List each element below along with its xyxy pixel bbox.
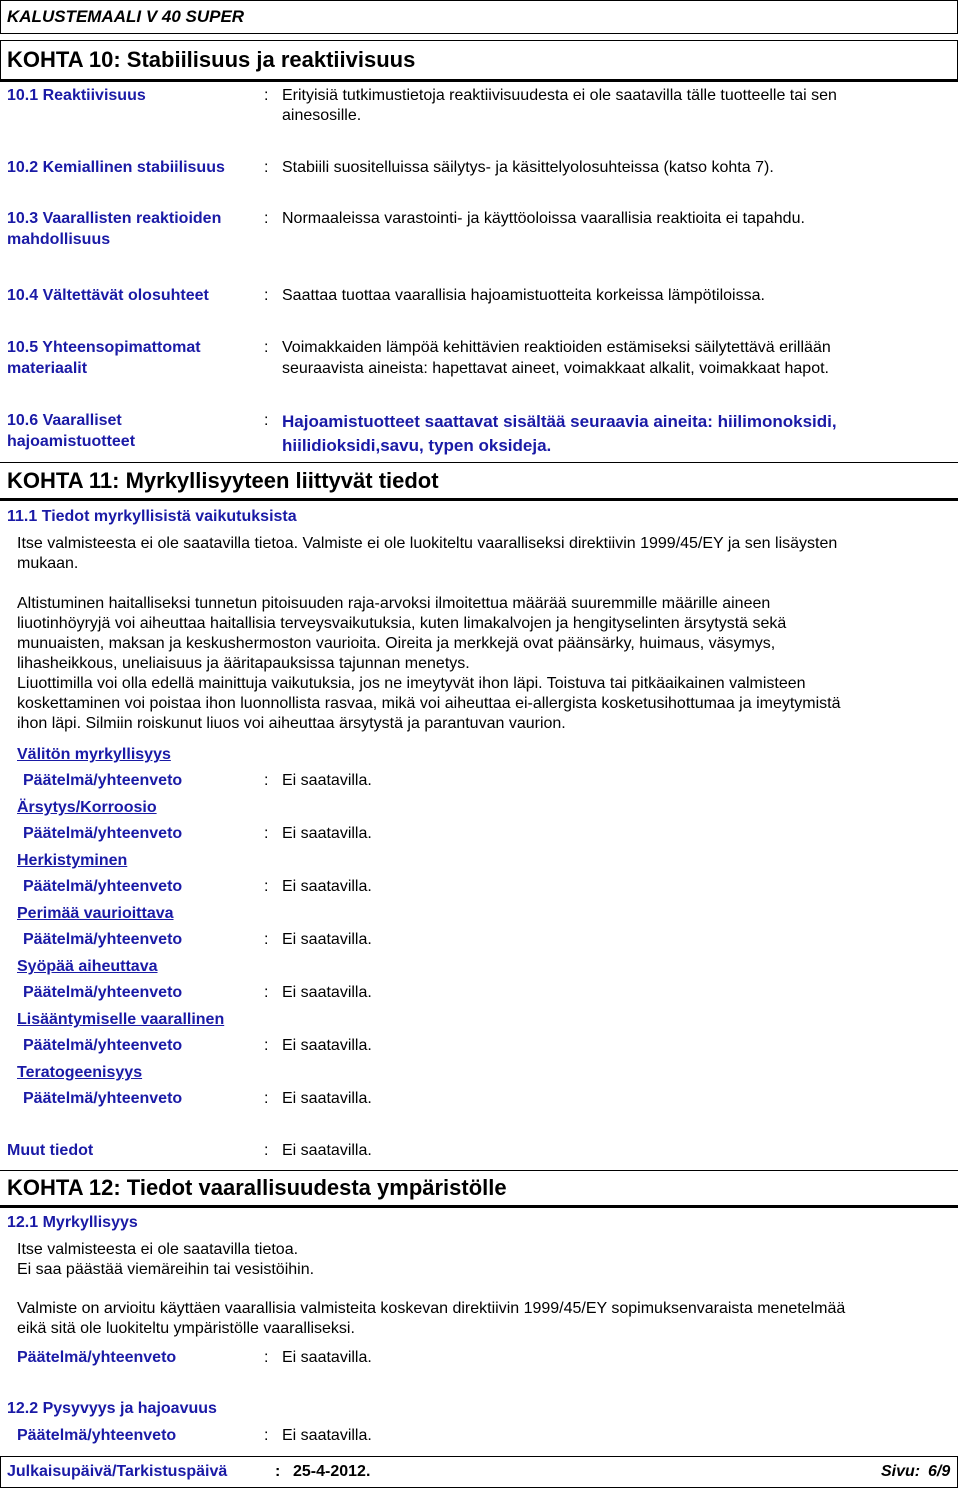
hazard-heading-reproductive-toxicity: Lisääntymiselle vaarallinen <box>17 1011 225 1028</box>
footer-page-label: Sivu: <box>881 1463 921 1480</box>
hazard-conclusion-label: Päätelmä/yhteenveto <box>23 931 183 948</box>
document-header <box>0 0 958 34</box>
hazard-conclusion-label: Päätelmä/yhteenveto <box>23 984 183 1001</box>
hazard-colon: : <box>264 984 269 1001</box>
section-12-paragraph-2-line1: Valmiste on arvioitu käyttäen vaarallisia valmisteita koskevan direktiivin 1999/45/EY sopimuksenvaraista menetelmää <box>17 1300 846 1317</box>
item-10-5-label-line2: materiaalit <box>7 360 88 377</box>
item-10-2-value: Stabiili suositelluissa säilytys- ja käsittelyolosuhteissa (katso kohta 7). <box>282 159 774 176</box>
section-12-1-heading: 12.1 Myrkyllisyys <box>7 1214 138 1231</box>
section-12-paragraph-1-line1: Itse valmisteesta ei ole saatavilla tietoa. <box>17 1241 299 1258</box>
section-12-paragraph-2-line2: eikä sitä ole luokiteltu ympäristölle vaaralliseksi. <box>17 1320 355 1337</box>
item-10-6-value-line1: Hajoamistuotteet saattavat sisältää seuraavia aineita: hiilimonoksidi, <box>282 412 837 431</box>
hazard-heading-teratogenicity: Teratogeenisyys <box>17 1064 143 1081</box>
hazard-colon: : <box>264 931 269 948</box>
hazard-heading-acute-toxicity: Välitön myrkyllisyys <box>17 746 171 763</box>
item-10-5-colon: : <box>264 339 269 356</box>
item-10-3-value: Normaaleissa varastointi- ja käyttöoloissa vaarallisia reaktioita ei tapahdu. <box>282 210 805 227</box>
hazard-colon: : <box>264 772 269 789</box>
section-11-1-heading: 11.1 Tiedot myrkyllisistä vaikutuksista <box>7 508 297 525</box>
hazard-conclusion-label: Päätelmä/yhteenveto <box>23 825 183 842</box>
hazard-conclusion-label: Päätelmä/yhteenveto <box>23 1090 183 1107</box>
other-info-value: Ei saatavilla. <box>282 1142 372 1159</box>
hazard-value: Ei saatavilla. <box>282 931 372 948</box>
hazard-colon: : <box>264 878 269 895</box>
hazard-heading-carcinogenicity: Syöpää aiheuttava <box>17 958 158 975</box>
hazard-heading-irritation: Ärsytys/Korroosio <box>17 799 157 816</box>
section-10-header <box>0 40 958 82</box>
footer-colon: : <box>275 1463 281 1480</box>
item-10-4-colon: : <box>264 287 269 304</box>
item-10-5-label-line1: 10.5 Yhteensopimattomat <box>7 339 201 356</box>
section-12-rule-bottom <box>0 1205 958 1208</box>
section-12-2-conclusion-label: Päätelmä/yhteenveto <box>17 1427 177 1444</box>
item-10-6-colon: : <box>264 412 269 429</box>
item-10-2-colon: : <box>264 159 269 176</box>
hazard-colon: : <box>264 1037 269 1054</box>
item-10-3-colon: : <box>264 210 269 227</box>
section-11-paragraph-2-line3: munuaisten, maksan ja keskushermoston vaurioita. Oireita ja merkkejä ovat päänsärky, huimaus, väsymys, <box>17 635 776 652</box>
item-10-6-label-line1: 10.6 Vaaralliset <box>7 412 122 429</box>
section-11-paragraph-1-line1: Itse valmisteesta ei ole saatavilla tietoa. Valmiste ei ole luokiteltu vaaralliseksi direktiivin 1999/45/EY ja sen lisäysten <box>17 535 838 552</box>
section-11-title: KOHTA 11: Myrkyllisyyteen liittyvät tiedot <box>7 468 439 493</box>
hazard-conclusion-label: Päätelmä/yhteenveto <box>23 1037 183 1054</box>
section-11-paragraph-2-line4: lihasheikkous, uneliaisuus ja ääritapauksissa tajunnan menetys. <box>17 655 470 672</box>
document-footer <box>0 1456 958 1488</box>
section-12-title: KOHTA 12: Tiedot vaarallisuudesta ympäristölle <box>7 1175 507 1200</box>
section-11-paragraph-2-line7: ihon läpi. Silmiin roiskunut liuos voi aiheuttaa ärsytystä ja parantuvan vaurion. <box>17 715 566 732</box>
product-name: KALUSTEMAALI V 40 SUPER <box>7 7 245 26</box>
item-10-3-label-line2: mahdollisuus <box>7 231 111 248</box>
section-12-1-conclusion-label: Päätelmä/yhteenveto <box>17 1349 177 1366</box>
item-10-4-label: 10.4 Vältettävät olosuhteet <box>7 287 209 304</box>
item-10-1-label: 10.1 Reaktiivisuus <box>7 87 146 104</box>
item-10-1-value-line1: Erityisiä tutkimustietoja reaktiivisuudesta ei ole saatavilla tälle tuotteelle tai sen <box>282 87 837 104</box>
section-12-paragraph-1-line2: Ei saa päästää viemäreihin tai vesistöihin. <box>17 1261 315 1278</box>
section-11-paragraph-1-line2: mukaan. <box>17 555 79 572</box>
section-12-2-conclusion-value: Ei saatavilla. <box>282 1427 372 1444</box>
item-10-5-value-line2: seuraavista aineista: hapettavat aineet, voimakkaat alkalit, voimakkaat hapot. <box>282 360 829 377</box>
hazard-value: Ei saatavilla. <box>282 1090 372 1107</box>
hazard-heading-sensitization: Herkistyminen <box>17 852 128 869</box>
hazard-conclusion-label: Päätelmä/yhteenveto <box>23 878 183 895</box>
item-10-4-value: Saattaa tuottaa vaarallisia hajoamistuotteita korkeissa lämpötiloissa. <box>282 287 765 304</box>
item-10-5-value-line1: Voimakkaiden lämpöä kehittävien reaktioiden estämiseksi säilytettävä erillään <box>282 339 831 356</box>
section-11-paragraph-2-line6: koskettaminen voi poistaa ihon luonnollista rasvaa, mikä voi aiheuttaa ei-allergista kosketusihottumaa ja imeytymistä <box>17 695 841 712</box>
hazard-colon: : <box>264 825 269 842</box>
hazard-heading-mutagenicity: Perimää vaurioittava <box>17 905 174 922</box>
section-12-2-colon: : <box>264 1427 269 1444</box>
hazard-value: Ei saatavilla. <box>282 772 372 789</box>
footer-date: 25-4-2012. <box>293 1463 371 1480</box>
section-12-2-heading: 12.2 Pysyvyys ja hajoavuus <box>7 1400 217 1417</box>
section-12-1-conclusion-value: Ei saatavilla. <box>282 1349 372 1366</box>
item-10-2-label: 10.2 Kemiallinen stabiilisuus <box>7 159 225 176</box>
hazard-colon: : <box>264 1090 269 1107</box>
section-11-paragraph-2-line5: Liuottimilla voi olla edellä mainittuja vaikutuksia, jos ne imeytyvät ihon läpi. Toistuva tai pitkäaikainen valmisteen <box>17 675 806 692</box>
section-12-rule-top <box>0 1170 958 1171</box>
hazard-value: Ei saatavilla. <box>282 825 372 842</box>
hazard-value: Ei saatavilla. <box>282 878 372 895</box>
hazard-conclusion-label: Päätelmä/yhteenveto <box>23 772 183 789</box>
item-10-3-label-line1: 10.3 Vaarallisten reaktioiden <box>7 210 222 227</box>
section-12-1-colon: : <box>264 1349 269 1366</box>
section-11-paragraph-2-line2: liuotinhöyryjä voi aiheuttaa haitallisia terveysvaikutuksia, kuten limakalvojen ja hengityselinten ärsytystä sekä <box>17 615 787 632</box>
item-10-6-value-line2: hiilidioksidi,savu, typen oksideja. <box>282 436 552 455</box>
item-10-1-value-line2: ainesosille. <box>282 107 362 124</box>
item-10-6-label-line2: hajoamistuotteet <box>7 433 136 450</box>
section-11-paragraph-2-line1: Altistuminen haitalliseksi tunnetun pitoisuuden raja-arvoksi ilmoitettua määrää suuremmille määrille aineen <box>17 595 771 612</box>
section-11-rule-bottom <box>0 498 958 501</box>
hazard-value: Ei saatavilla. <box>282 984 372 1001</box>
other-info-colon: : <box>264 1142 269 1159</box>
footer-page-number: 6/9 <box>928 1463 951 1480</box>
hazard-value: Ei saatavilla. <box>282 1037 372 1054</box>
section-10-title: KOHTA 10: Stabiilisuus ja reaktiivisuus <box>7 47 416 72</box>
item-10-1-colon: : <box>264 87 269 104</box>
section-11-rule-top <box>0 462 958 463</box>
other-info-label: Muut tiedot <box>7 1142 94 1159</box>
footer-date-label: Julkaisupäivä/Tarkistuspäivä <box>7 1463 228 1480</box>
